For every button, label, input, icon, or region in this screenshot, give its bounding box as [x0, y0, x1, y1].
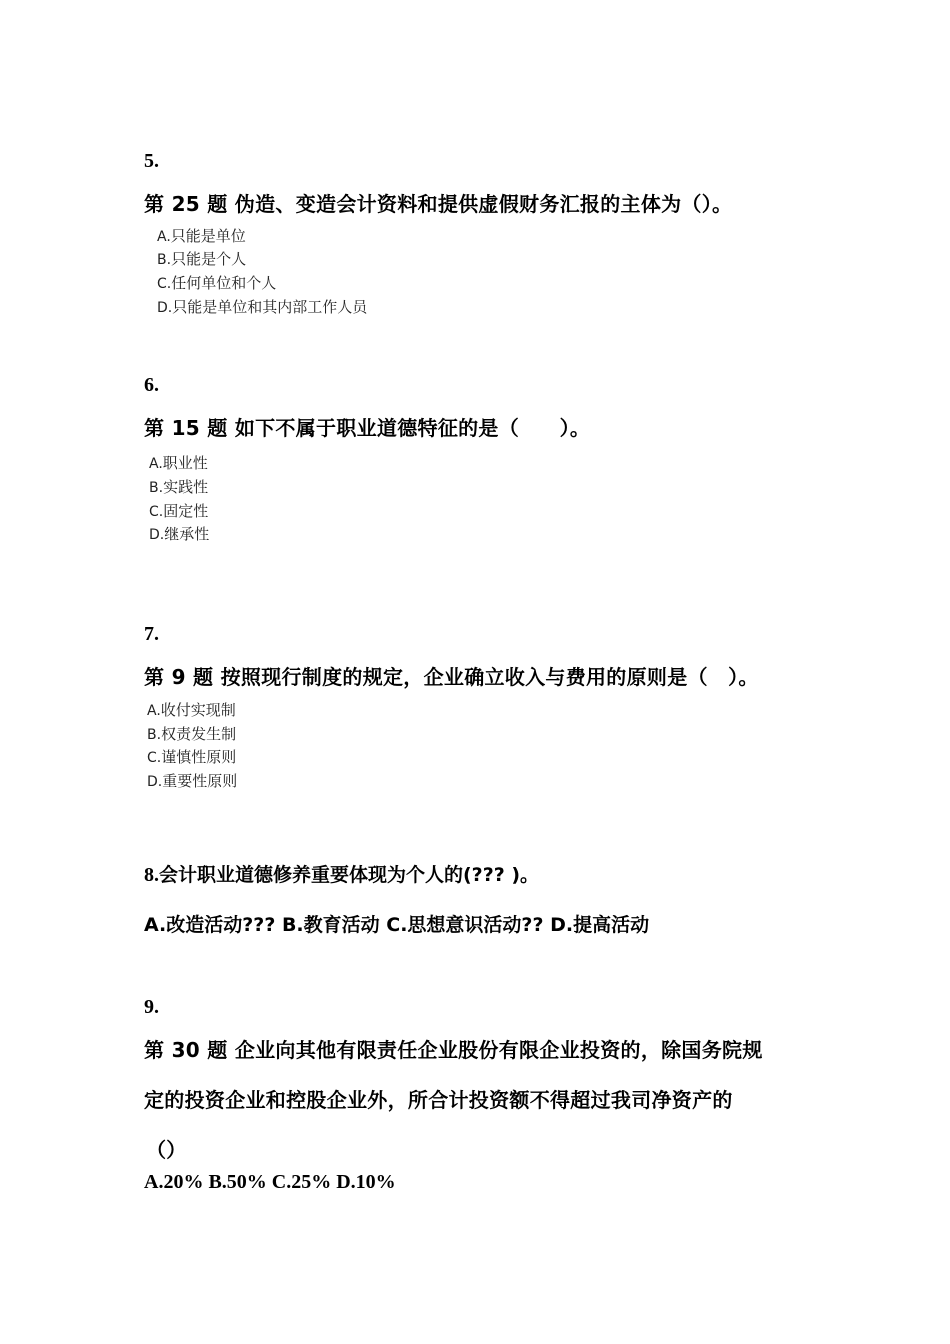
question-number: 9. [144, 996, 159, 1018]
option-text: 谨慎性原则 [161, 748, 237, 766]
option-letter: B. [157, 252, 172, 268]
question-text: 会计职业道德修养重要体现为个人的(??? )。 [159, 864, 540, 886]
option-letter: D. [149, 527, 165, 543]
option-b [147, 723, 236, 744]
option-letter: B. [147, 727, 162, 743]
option-letter: D. [157, 300, 173, 316]
option-letter: B. [149, 480, 164, 496]
option-d [149, 523, 209, 544]
option-letter: A. [147, 703, 161, 719]
question-title: 第 25 题 伪造、变造会计资料和提供虚假财务汇报的主体为（）。 [144, 192, 733, 216]
option-letter: D. [147, 774, 163, 790]
question-title-line: 第 30 题 企业向其他有限责任企业股份有限企业投资的，除国务院规 [144, 1038, 763, 1062]
option-a [149, 452, 208, 473]
option-b [157, 248, 246, 269]
option-letter: A. [157, 229, 171, 245]
question-number: 6. [144, 374, 159, 396]
option-letter: A. [149, 456, 163, 472]
question-title [144, 860, 539, 887]
question-number: 7. [144, 623, 159, 645]
question-title: 第 15 题 如下不属于职业道德特征的是（ ）。 [144, 416, 591, 440]
option-c [149, 500, 208, 521]
option-text: 继承性 [164, 525, 210, 543]
option-c [147, 746, 236, 767]
options-line: A.改造活动??? B.教育活动 C.思想意识活动?? D.提高活动 [144, 914, 650, 936]
option-letter: C. [149, 504, 164, 520]
option-d [147, 770, 237, 791]
option-text: 权责发生制 [161, 725, 237, 743]
option-a [147, 699, 236, 720]
option-b [149, 476, 208, 497]
option-c [157, 272, 276, 293]
question-title: 第 9 题 按照现行制度的规定，企业确立收入与费用的原则是（ ）。 [144, 665, 759, 689]
option-d [157, 296, 367, 317]
options-line: A.20% B.50% C.25% D.10% [144, 1171, 396, 1193]
option-text: 只能是个人 [171, 250, 247, 268]
question-number: 5. [144, 150, 159, 172]
option-text: 职业性 [162, 454, 208, 472]
option-a [157, 225, 246, 246]
question-number: 8. [144, 864, 159, 886]
option-text: 只能是单位和其内部工作人员 [172, 298, 368, 316]
option-text: 收付实现制 [160, 701, 236, 719]
option-text: 固定性 [163, 502, 209, 520]
option-text: 重要性原则 [162, 772, 238, 790]
option-text: 只能是单位 [170, 227, 246, 245]
option-text: 实践性 [163, 478, 209, 496]
question-title-line: 定的投资企业和控股企业外，所合计投资额不得超过我司净资产的 [144, 1088, 733, 1112]
option-letter: C. [147, 750, 162, 766]
option-text: 任何单位和个人 [171, 274, 277, 292]
option-letter: C. [157, 276, 172, 292]
question-title-line: （） [146, 1138, 187, 1162]
